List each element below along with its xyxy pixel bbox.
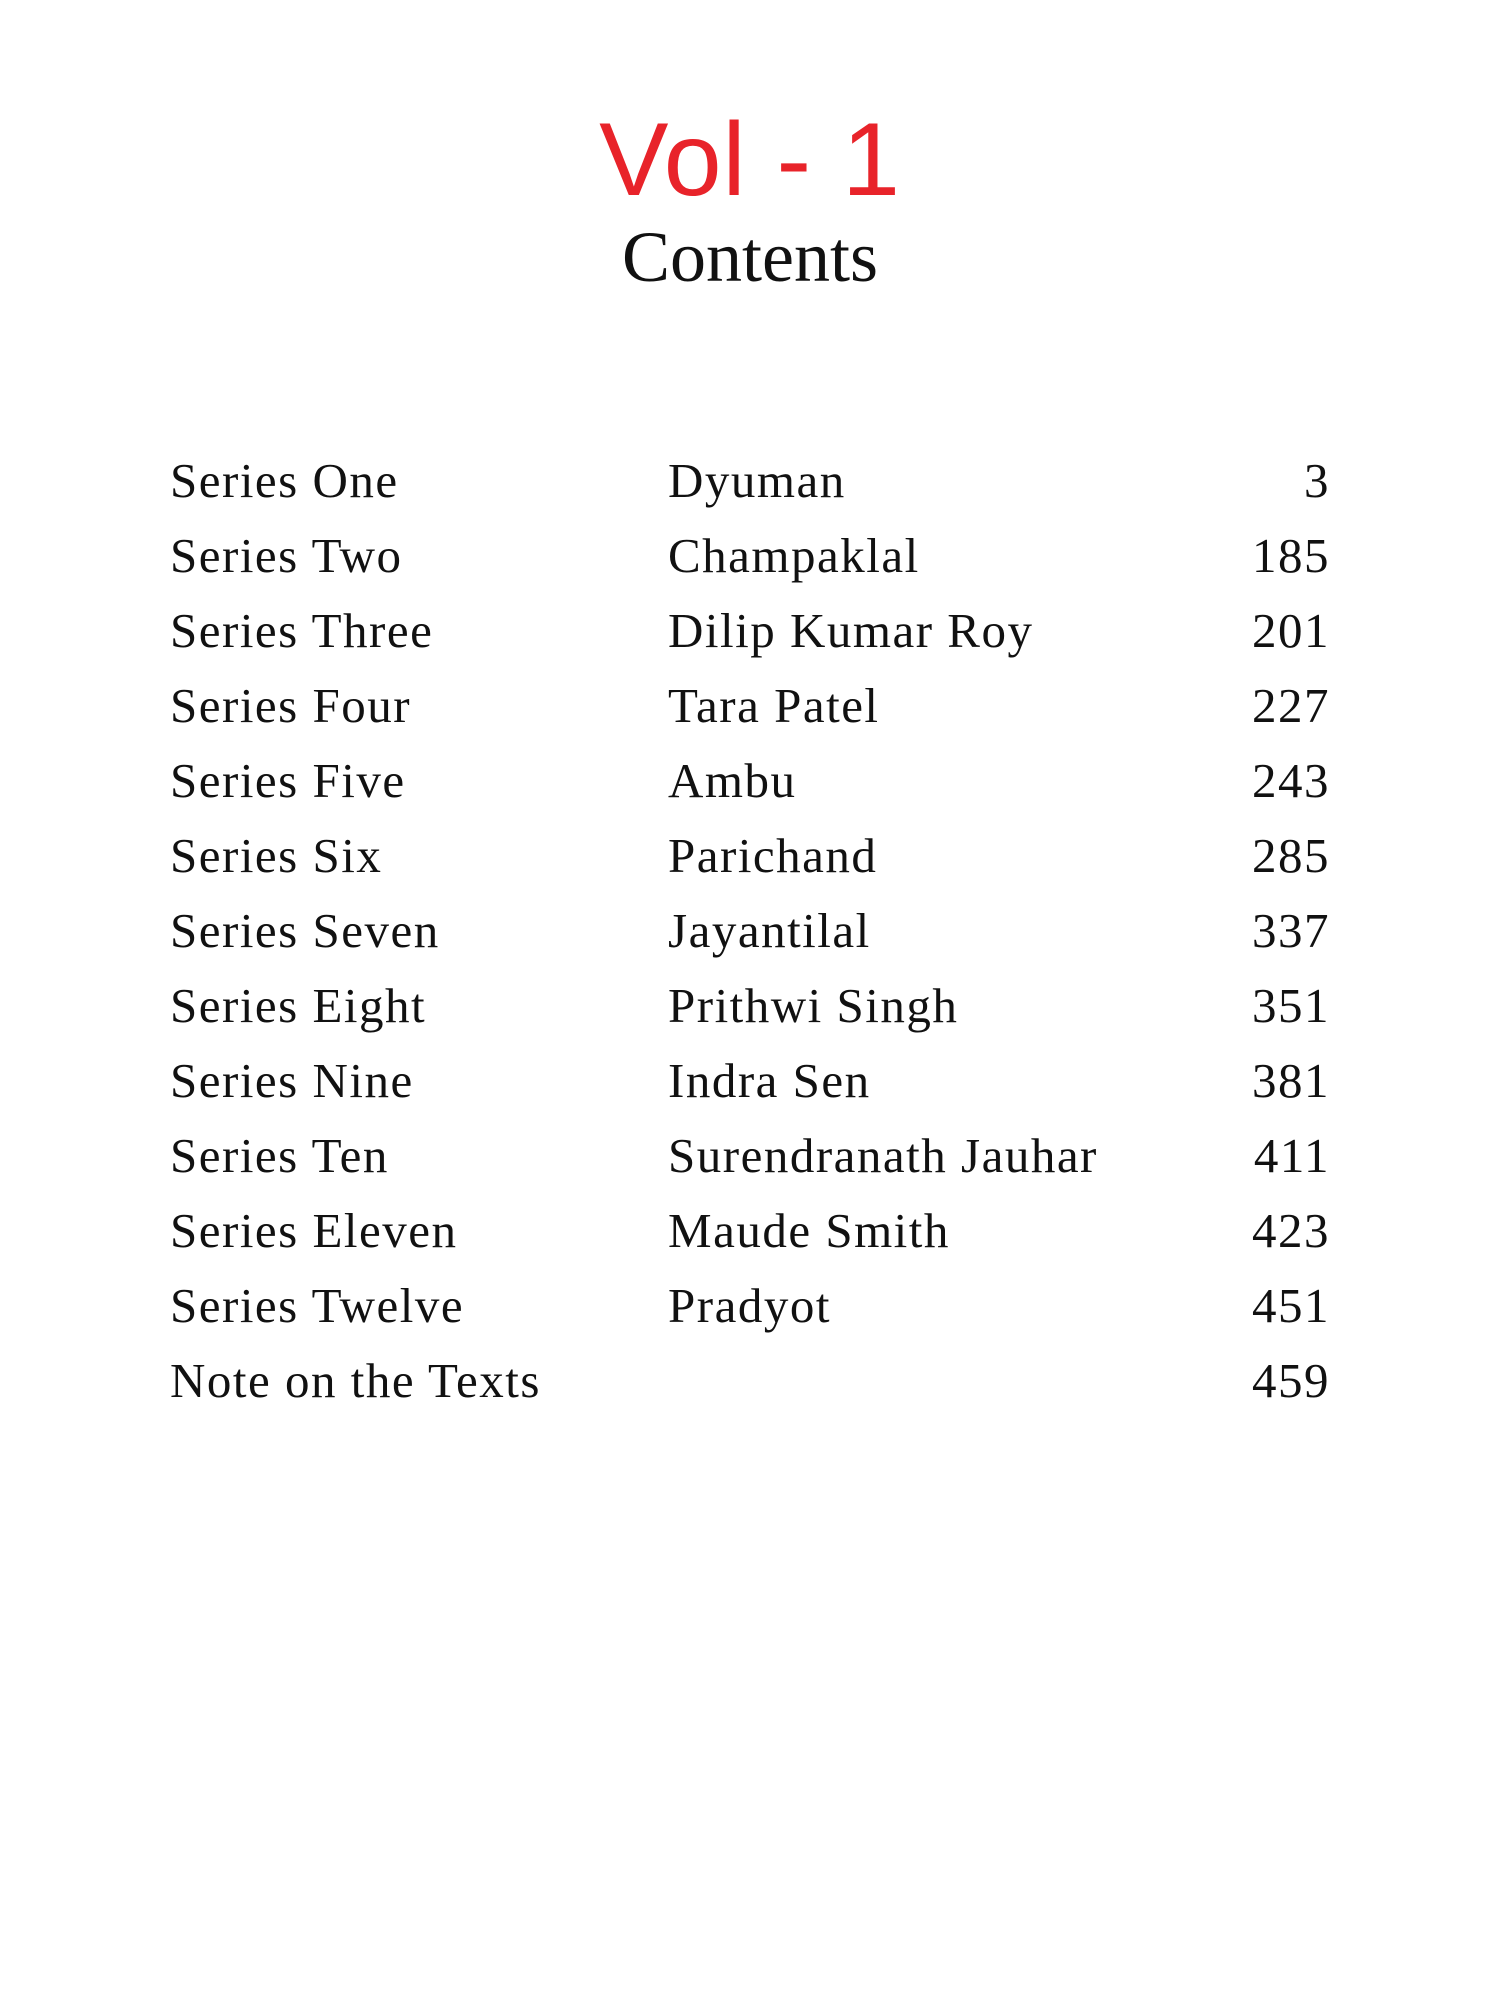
toc-page-number: 411 (1253, 1128, 1330, 1183)
table-of-contents (170, 443, 1330, 1418)
toc-person-name: Champaklal (668, 528, 920, 583)
toc-person-name: Surendranath Jauhar (668, 1128, 1098, 1183)
toc-person-name: Parichand (668, 828, 878, 883)
toc-series-label: Note on the Texts (170, 1353, 541, 1408)
toc-row[interactable] (170, 1343, 1330, 1418)
toc-person-name: Dyuman (668, 453, 846, 508)
toc-page-number: 185 (1252, 528, 1330, 583)
toc-series-label: Series Two (170, 528, 403, 583)
toc-row[interactable] (170, 893, 1330, 968)
toc-person-name: Jayantilal (668, 903, 871, 958)
toc-person-name: Tara Patel (668, 678, 880, 733)
toc-row[interactable] (170, 518, 1330, 593)
toc-series-label: Series One (170, 453, 399, 508)
toc-row[interactable] (170, 1043, 1330, 1118)
toc-series-label: Series Nine (170, 1053, 414, 1108)
toc-person-name: Pradyot (668, 1278, 831, 1333)
toc-row[interactable] (170, 1118, 1330, 1193)
toc-page-number: 227 (1252, 678, 1330, 733)
contents-heading: Contents (621, 217, 878, 297)
toc-page-number: 243 (1252, 753, 1330, 808)
toc-page-number: 285 (1252, 828, 1330, 883)
volume-title: Vol - 1 (599, 102, 901, 218)
toc-person-name: Maude Smith (668, 1203, 950, 1258)
toc-row[interactable] (170, 593, 1330, 668)
toc-row[interactable] (170, 1268, 1330, 1343)
toc-page-number: 201 (1252, 603, 1330, 658)
toc-row[interactable] (170, 743, 1330, 818)
toc-page-number: 451 (1252, 1278, 1330, 1333)
toc-series-label: Series Eight (170, 978, 427, 1033)
toc-page-number: 3 (1304, 453, 1330, 508)
toc-row[interactable] (170, 443, 1330, 518)
toc-person-name: Indra Sen (668, 1053, 871, 1108)
toc-series-label: Series Five (170, 753, 406, 808)
toc-person-name: Ambu (668, 753, 797, 808)
toc-series-label: Series Seven (170, 903, 440, 958)
toc-page-number: 381 (1252, 1053, 1330, 1108)
toc-person-name: Prithwi Singh (668, 978, 959, 1033)
toc-series-label: Series Four (170, 678, 412, 733)
toc-row[interactable] (170, 818, 1330, 893)
toc-person-name: Dilip Kumar Roy (668, 603, 1034, 658)
toc-series-label: Series Twelve (170, 1278, 465, 1333)
toc-series-label: Series Three (170, 603, 434, 658)
toc-series-label: Series Six (170, 828, 383, 883)
toc-series-label: Series Eleven (170, 1203, 458, 1258)
toc-page-number: 423 (1252, 1203, 1330, 1258)
toc-page-number: 337 (1252, 903, 1330, 958)
toc-series-label: Series Ten (170, 1128, 389, 1183)
toc-page-number: 351 (1252, 978, 1330, 1033)
toc-row[interactable] (170, 968, 1330, 1043)
toc-row[interactable] (170, 1193, 1330, 1268)
toc-row[interactable] (170, 668, 1330, 743)
toc-page-number: 459 (1252, 1353, 1330, 1408)
